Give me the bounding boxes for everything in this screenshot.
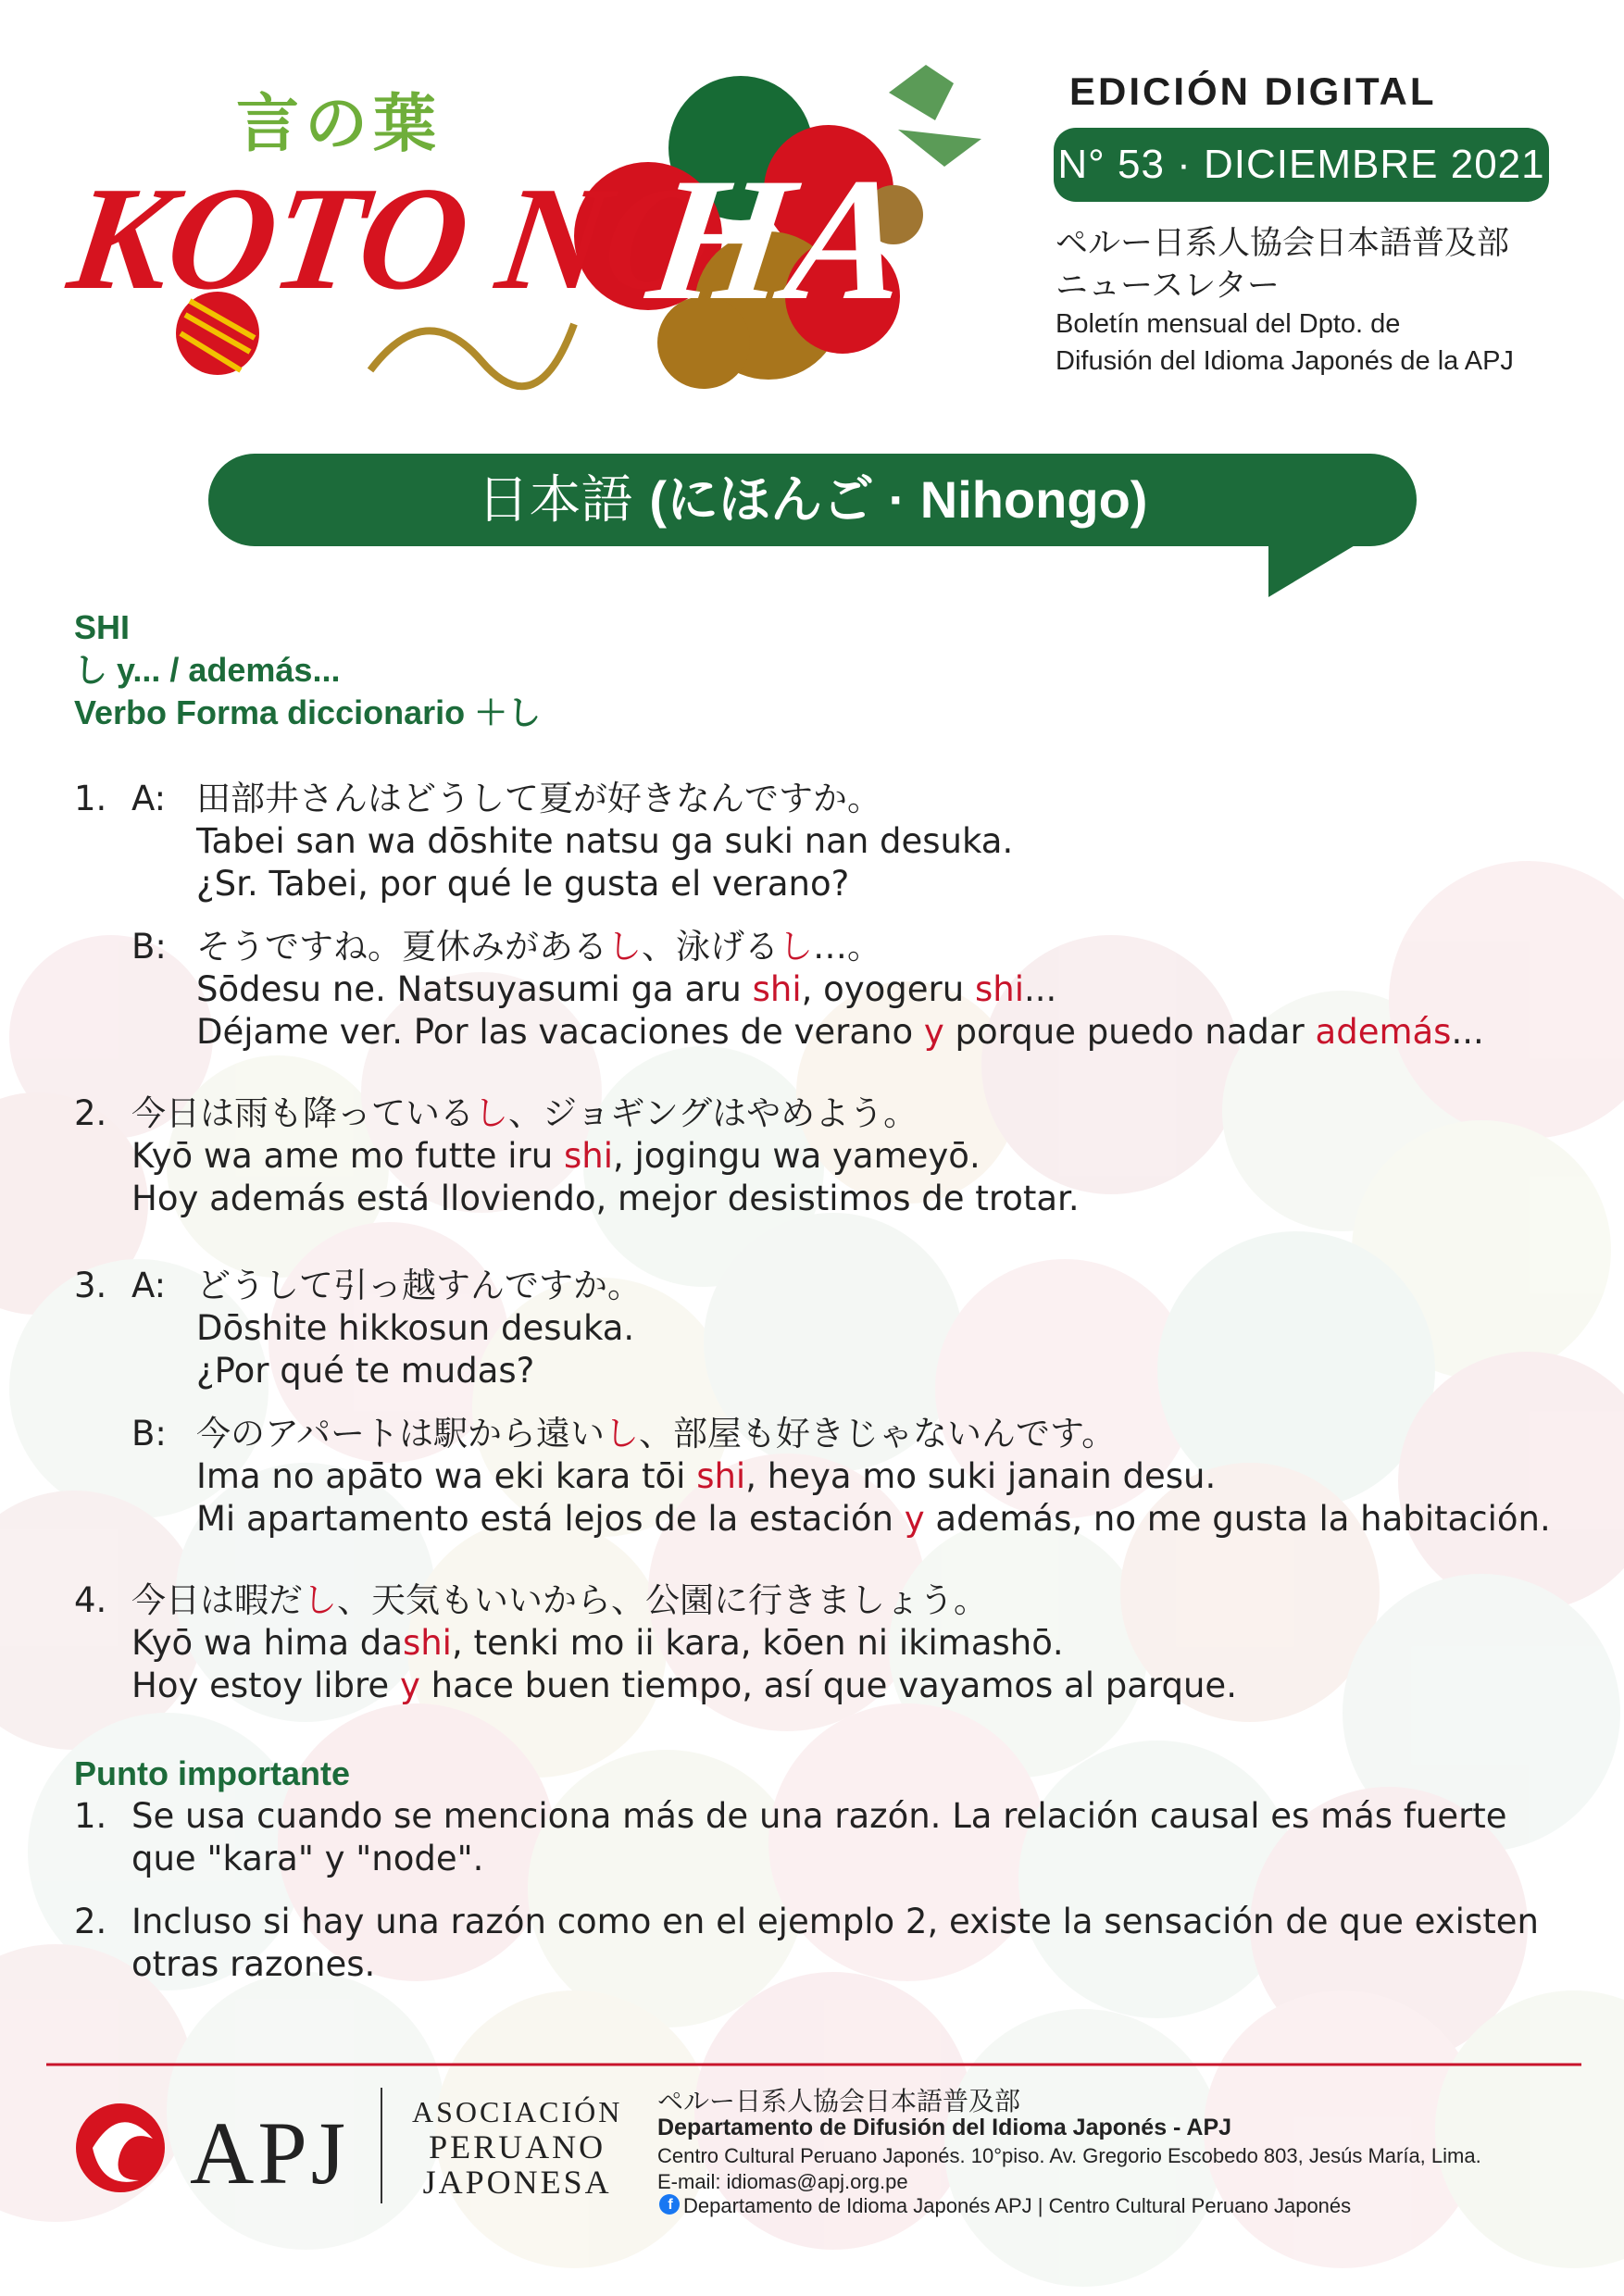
line-spanish: Hoy además está lloviendo, mejor desistimos de trotar.	[131, 1179, 1080, 1218]
line-jp: そうですね。夏休みがあるし、泳げるし…。	[196, 927, 881, 967]
example-3-a	[196, 1265, 1574, 1392]
highlight: し	[605, 1414, 640, 1454]
example-4	[74, 1579, 1574, 1707]
example-3-b	[196, 1413, 1574, 1541]
point-number: 2.	[74, 1902, 107, 1941]
footer	[0, 2074, 1624, 2259]
example-2-body	[131, 1092, 1574, 1220]
highlight: し	[779, 927, 813, 967]
org-es-line2: Difusión del Idioma Japonés de la APJ	[1056, 346, 1514, 376]
highlight: y	[399, 1666, 420, 1705]
banner-paren: (にほんご · Nihongo)	[649, 470, 1148, 529]
example-2	[74, 1092, 1574, 1220]
highlight: shi	[563, 1136, 613, 1176]
example-number: 3.	[74, 1266, 107, 1305]
important-points	[74, 1753, 1574, 1986]
example-number: 4.	[74, 1580, 107, 1620]
issue-badge: N° 53 · DICIEMBRE 2021	[1054, 128, 1549, 202]
line-romaji: Dōshite hikkosun desuka.	[196, 1308, 635, 1348]
edition-label: EDICIÓN DIGITAL	[1069, 69, 1437, 113]
line-spanish: Mi apartamento está lejos de la estación y además, no me gusta la habitación.	[196, 1499, 1551, 1539]
example-1-a	[196, 778, 1574, 905]
line-jp: どうして引っ越すんですか。	[196, 1266, 642, 1305]
example-1	[74, 778, 1574, 1054]
highlight: shi	[696, 1456, 746, 1496]
highlight: y	[923, 1012, 944, 1052]
line-spanish: Hoy estoy libre y hace buen tiempo, así que vayamos al parque.	[131, 1666, 1237, 1705]
point-1	[74, 1795, 1574, 1880]
logo-japanese-title: 言の葉	[236, 87, 443, 161]
point-1-line-1: Se usa cuando se menciona más de una razón. La relación causal es más fuerte	[131, 1796, 1507, 1836]
line-romaji: Kyō wa hima dashi, tenki mo ii kara, kōen ni ikimashō.	[131, 1623, 1064, 1663]
highlight: además	[1315, 1012, 1452, 1052]
point-2-line-1: Incluso si hay una razón como en el ejemplo 2, existe la sensación de que existen	[131, 1902, 1539, 1941]
example-3	[74, 1265, 1574, 1541]
highlight: shi	[402, 1623, 452, 1663]
apj-logo-text: APJ	[190, 2103, 350, 2202]
point-1-line-2: que "kara" y "node".	[131, 1839, 484, 1878]
line-romaji: Tabei san wa dōshite natsu ga suki nan desuka.	[196, 821, 1014, 861]
line-jp: 今のアパートは駅から遠いし、部屋も好きじゃないんです。	[196, 1414, 1117, 1454]
assoc-line-1: ASOCIACIÓN	[412, 2095, 623, 2128]
line-jp: 今日は雨も降っているし、ジョギングはやめよう。	[131, 1093, 918, 1133]
org-japanese	[1056, 222, 1509, 307]
point-2-line-2: otras razones.	[131, 1944, 376, 1984]
example-1-b	[196, 926, 1574, 1054]
banner-jp: 日本語	[477, 470, 650, 530]
highlight: y	[904, 1499, 925, 1539]
example-number: 1.	[74, 779, 107, 818]
highlight: し	[607, 927, 642, 967]
logo-ha: HA	[639, 143, 921, 337]
important-points-title: Punto importante	[74, 1754, 350, 1792]
highlight: shi	[752, 969, 802, 1009]
org-jp-line1: ペルー日系人協会日本語普及部	[1056, 225, 1510, 262]
speaker-b-label: B:	[131, 1414, 167, 1454]
org-spanish	[1056, 306, 1514, 380]
social-links[interactable]: Departamento de Idioma Japonés APJ | Centro Cultural Peruano Japonés	[683, 2194, 1352, 2217]
line-romaji: Sōdesu ne. Natsuyasumi ga aru shi, oyogeru shi...	[196, 969, 1057, 1009]
grammar-title-1: SHI	[74, 608, 131, 646]
dept-jp: ペルー日系人協会日本語普及部	[657, 2086, 1021, 2116]
line-spanish: ¿Por qué te mudas?	[196, 1351, 535, 1391]
email[interactable]: E-mail: idiomas@apj.org.pe	[657, 2170, 908, 2193]
line-jp: 田部井さんはどうして夏が好きなんですか。	[196, 779, 881, 818]
highlight: し	[303, 1580, 337, 1620]
assoc-line-3: JAPONESA	[422, 2164, 612, 2201]
facebook-icon: f	[668, 2197, 673, 2213]
speaker-a-label: A:	[131, 779, 167, 818]
point-2	[74, 1901, 1574, 1986]
example-number: 2.	[74, 1093, 107, 1133]
point-number: 1.	[74, 1796, 107, 1836]
line-romaji: Kyō wa ame mo futte iru shi, jogingu wa yameyō.	[131, 1136, 981, 1176]
dept-es: Departamento de Difusión del Idioma Japonés - APJ	[657, 2115, 1232, 2140]
org-es-line1: Boletín mensual del Dpto. de	[1056, 309, 1401, 339]
grammar-heading	[74, 606, 541, 734]
line-jp: 今日は暇だし、天気もいいから、公園に行きましょう。	[131, 1580, 988, 1620]
example-4-body	[131, 1579, 1574, 1707]
section-banner	[208, 454, 1417, 546]
assoc-name	[412, 2094, 622, 2200]
grammar-title-3: Verbo Forma diccionario ＋し	[74, 693, 542, 731]
line-spanish: Déjame ver. Por las vacaciones de verano y porque puedo nadar además...	[196, 1012, 1484, 1052]
grammar-title-2: し y... / además...	[74, 651, 341, 689]
highlight: し	[474, 1093, 508, 1133]
speaker-a-label: A:	[131, 1266, 167, 1305]
masthead	[0, 0, 1624, 426]
assoc-line-2: PERUANO	[429, 2128, 606, 2165]
highlight: shi	[974, 969, 1024, 1009]
logo-koto-no: KOTO NO	[60, 156, 723, 320]
address: Centro Cultural Peruano Japonés. 10°piso. Av. Gregorio Escobedo 803, Jesús María, Lima.	[657, 2144, 1481, 2167]
line-romaji: Ima no apāto wa eki kara tōi shi, heya mo suki janain desu.	[196, 1456, 1217, 1496]
line-spanish: ¿Sr. Tabei, por qué le gusta el verano?	[196, 864, 850, 904]
org-jp-line2: ニュースレター	[1056, 268, 1280, 305]
speaker-b-label: B:	[131, 927, 167, 967]
